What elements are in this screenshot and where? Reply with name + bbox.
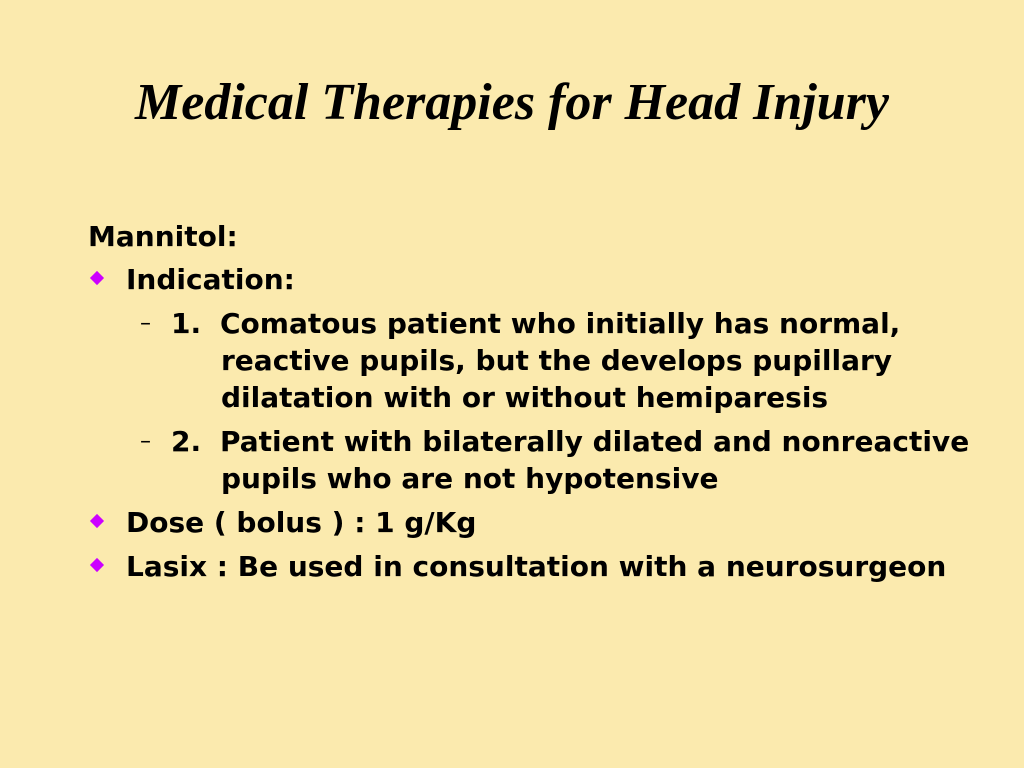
slide-title: Medical Therapies for Head Injury xyxy=(135,74,889,131)
bullet-label: Dose ( bolus ) : 1 g/Kg xyxy=(126,506,477,539)
bullet-item-dose xyxy=(88,504,988,541)
sub-item-1 xyxy=(88,305,988,416)
sub-item-number: 2. xyxy=(171,425,202,458)
diamond-bullet-icon xyxy=(90,271,104,285)
slide-body xyxy=(88,218,988,592)
dash-bullet-icon: – xyxy=(140,311,151,336)
bullet-item-lasix xyxy=(88,548,988,585)
dash-bullet-icon: – xyxy=(140,429,151,454)
sub-item-2 xyxy=(88,423,988,497)
sub-item-number: 1. xyxy=(171,307,202,340)
diamond-bullet-icon xyxy=(90,558,104,572)
diamond-bullet-icon xyxy=(90,514,104,528)
sub-item-text: Patient with bilaterally dilated and nonreactive pupils who are not hypotensive xyxy=(220,425,970,495)
bullet-item-indication xyxy=(88,261,988,298)
bullet-label: Indication: xyxy=(126,263,295,296)
section-heading: Mannitol: xyxy=(88,220,238,253)
bullet-label: Lasix : Be used in consultation with a neurosurgeon xyxy=(126,550,947,583)
sub-item-text: Comatous patient who initially has normal, reactive pupils, but the develops pupillary dilatation with or without hemiparesis xyxy=(220,307,901,414)
